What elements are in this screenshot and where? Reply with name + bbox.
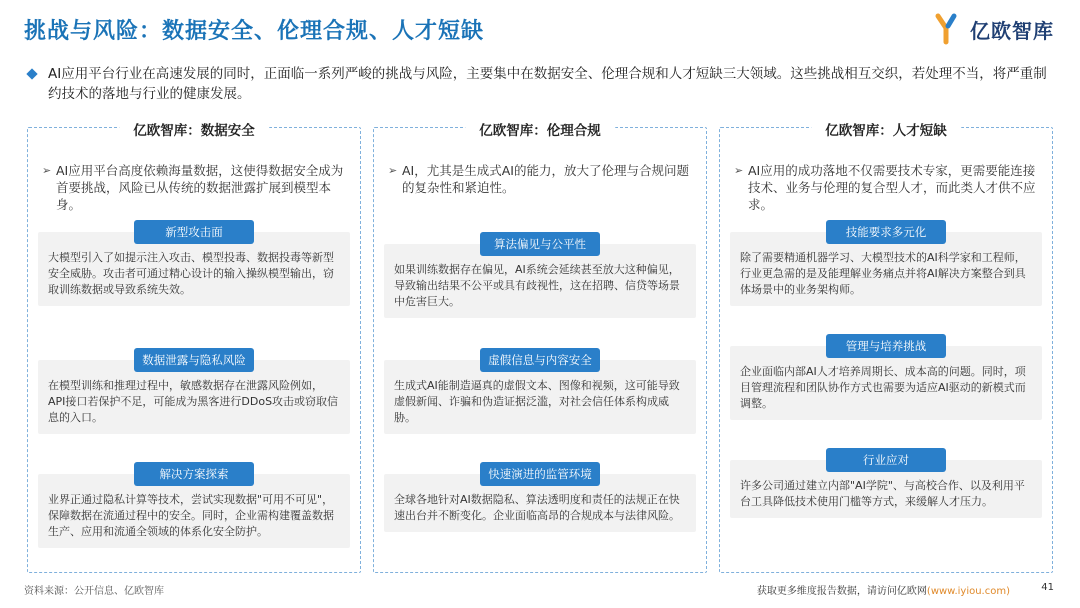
arrow-bullet-icon: ➢ (388, 164, 398, 177)
item-box (38, 225, 350, 306)
item-box (38, 467, 350, 548)
column-title: 亿欧智库：伦理合规 (465, 119, 615, 139)
source-note: 资料来源：公开信息、亿欧智库 (24, 586, 164, 597)
item-label-badge: 快速演进的监管环境 (480, 462, 600, 486)
item-label-badge: 解决方案探索 (134, 462, 254, 486)
item-text: 大模型引入了如提示注入攻击、模型投毒、数据投毒等新型安全威胁。攻击者可通过精心设计的输入操纵模型输出，窃取训练数据或导致系统失效。 (48, 251, 334, 296)
item-box (384, 467, 696, 532)
item-box (38, 353, 350, 434)
item-box (730, 453, 1042, 518)
item-text: 全球各地针对AI数据隐私、算法透明度和责任的法规正在快速出台并不断变化。企业面临高昂的合规成本与法律风险。 (394, 493, 680, 522)
column-intro (388, 162, 692, 196)
arrow-bullet-icon: ➢ (42, 164, 52, 177)
item-box (384, 237, 696, 318)
column-intro-text: AI，尤其是生成式AI的能力，放大了伦理与合规问题的复杂性和紧迫性。 (402, 163, 689, 195)
page-number: 41 (1041, 582, 1054, 593)
arrow-bullet-icon: ➢ (734, 164, 744, 177)
column-intro (734, 162, 1038, 213)
item-text: 业界正通过隐私计算等技术，尝试实现数据"可用不可见"，保障数据在流通过程中的安全。同时，企业需构建覆盖数据生产、应用和流通全领域的体系化安全防护。 (48, 493, 334, 538)
item-text: 如果训练数据存在偏见，AI系统会延续甚至放大这种偏见，导致输出结果不公平或具有歧视性，这在招聘、信贷等场景中危害巨大。 (394, 263, 680, 308)
brand-name: 亿欧智库 (970, 18, 1054, 43)
column-talent-shortage (719, 123, 1053, 573)
column-intro-text: AI应用平台高度依赖海量数据，这使得数据安全成为首要挑战，风险已从传统的数据泄露扩展到模型本身。 (56, 163, 344, 212)
column-title: 亿欧智库：数据安全 (119, 119, 269, 139)
item-label-badge: 行业应对 (826, 448, 946, 472)
item-label-badge: 新型攻击面 (134, 220, 254, 244)
footer-more-info (757, 582, 1010, 597)
iyiou-link[interactable]: (www.iyiou.com) (926, 586, 1010, 597)
item-label-badge: 技能要求多元化 (826, 220, 946, 244)
item-label-badge: 虚假信息与内容安全 (480, 348, 600, 372)
column-data-security (27, 123, 361, 573)
item-box (730, 339, 1042, 420)
item-text: 除了需要精通机器学习、大模型技术的AI科学家和工程师，行业更急需的是及能理解业务痛点并将AI解决方案整合到具体场景中的业务架构师。 (740, 251, 1026, 296)
brand-logo (934, 12, 1054, 46)
intro-text: AI应用平台行业在高速发展的同时，正面临一系列严峻的挑战与风险，主要集中在数据安全、伦理合规和人才短缺三大领域。这些挑战相互交织，若处理不当，将严重制约技术的落地与行业的健康发展。 (48, 66, 1047, 102)
item-text: 在模型训练和推理过程中，敏感数据存在泄露风险例如，API接口若保护不足，可能成为黑客进行DDoS攻击或窃取信息的入口。 (48, 379, 339, 424)
item-text: 企业面临内部AI人才培养周期长、成本高的问题。同时，项目管理流程和团队协作方式也需要为适应AI驱动的新模式而调整。 (740, 365, 1026, 410)
intro-paragraph (30, 64, 1060, 104)
column-intro-text: AI应用的成功落地不仅需要技术专家，更需要能连接技术、业务与伦理的复合型人才，而此类人才供不应求。 (748, 163, 1036, 212)
column-ethics-compliance (373, 123, 707, 573)
item-text: 许多公司通过建立内部"AI学院"、与高校合作、以及利用平台工具降低技术使用门槛等方式，来缓解人才压力。 (740, 479, 1025, 508)
item-box (384, 353, 696, 434)
item-text: 生成式AI能制造逼真的虚假文本、图像和视频，这可能导致虚假新闻、诈骗和伪造证据泛滥，对社会信任体系构成威胁。 (394, 379, 680, 424)
item-box (730, 225, 1042, 306)
diamond-bullet-icon (26, 68, 37, 79)
page-title: 挑战与风险：数据安全、伦理合规、人才短缺 (24, 19, 485, 44)
item-label-badge: 数据泄露与隐私风险 (134, 348, 254, 372)
footer-more-text: 获取更多维度报告数据，请访问亿欧网 (756, 586, 927, 597)
item-label-badge: 算法偏见与公平性 (480, 232, 600, 256)
logo-icon (934, 12, 968, 46)
item-label-badge: 管理与培养挑战 (826, 334, 946, 358)
column-intro (42, 162, 346, 213)
column-title: 亿欧智库：人才短缺 (811, 119, 961, 139)
